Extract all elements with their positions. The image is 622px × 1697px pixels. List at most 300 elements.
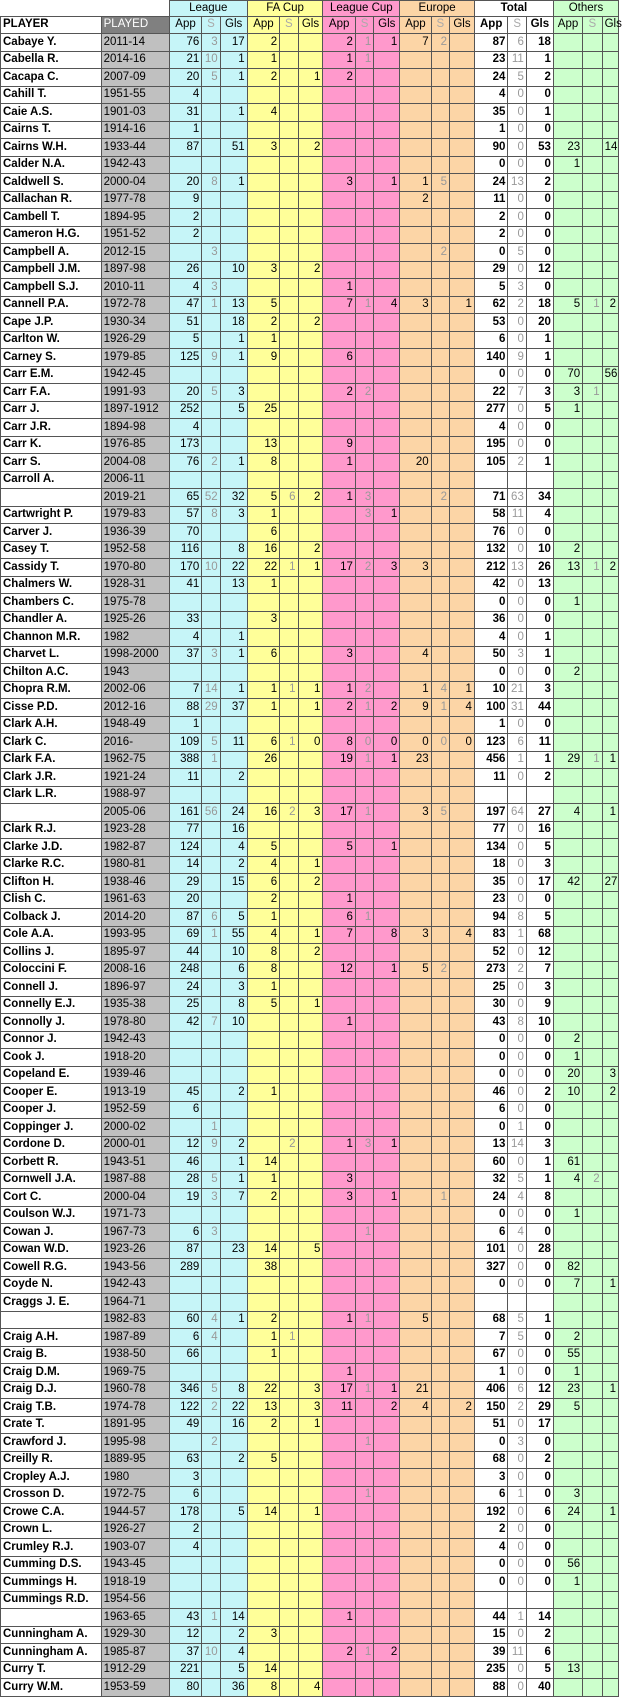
lc-goals-header: Gls: [374, 17, 400, 34]
total-subs: 21: [508, 681, 526, 699]
fa-cup-apps: 8: [247, 454, 279, 472]
others-subs: [583, 1539, 602, 1557]
others-subs: 1: [583, 751, 602, 769]
league-cup-goals: [374, 681, 400, 699]
league-cup-apps: [323, 139, 355, 157]
europe-subs: [431, 1206, 449, 1224]
fa-cup-subs: [280, 909, 298, 927]
league-cup-apps: [323, 944, 355, 962]
total-subs: 0: [508, 1539, 526, 1557]
others-goals: [602, 156, 618, 174]
table-row: [1, 839, 619, 857]
played-years: 1952-59: [101, 1101, 169, 1119]
others-goals: [602, 34, 618, 52]
table-row: [1, 1276, 619, 1294]
league-subs: [202, 839, 220, 857]
league-cup-subs: 1: [355, 1486, 373, 1504]
others-apps: [553, 1626, 582, 1644]
europe-goals: [450, 1224, 475, 1242]
league-goals: [220, 279, 247, 297]
fa-cup-apps: [247, 244, 279, 262]
others-apps: [553, 419, 582, 437]
league-apps: 31: [169, 104, 201, 122]
others-apps: [553, 734, 582, 752]
europe-apps: 20: [400, 454, 431, 472]
league-apps: 2: [169, 1521, 201, 1539]
league-subs: [202, 524, 220, 542]
table-row: [1, 261, 619, 279]
league-subs: [202, 1469, 220, 1487]
league-goals: [220, 1364, 247, 1382]
others-goals: [602, 489, 618, 507]
league-apps: 2: [169, 226, 201, 244]
total-apps: 35: [474, 874, 508, 892]
europe-apps: 1: [400, 174, 431, 192]
fa-cup-goals: [298, 296, 323, 314]
total-subs: 0: [508, 209, 526, 227]
total-apps: 15: [474, 1626, 508, 1644]
played-years: 2000-01: [101, 1136, 169, 1154]
fa-cup-apps: 1: [247, 909, 279, 927]
league-cup-goals: [374, 541, 400, 559]
played-years: 1895-97: [101, 944, 169, 962]
others-goals: [602, 1609, 618, 1627]
others-goals: [602, 996, 618, 1014]
others-subs: [583, 1451, 602, 1469]
others-apps: [553, 839, 582, 857]
league-cup-subs: [355, 331, 373, 349]
europe-apps: [400, 209, 431, 227]
played-years: 1933-44: [101, 139, 169, 157]
played-years: 1977-78: [101, 191, 169, 209]
league-cup-apps: [323, 331, 355, 349]
others-apps: [553, 1224, 582, 1242]
others-apps: 1: [553, 1049, 582, 1067]
league-apps: 178: [169, 1504, 201, 1522]
league-apps: [169, 1434, 201, 1452]
fa-cup-subs: [280, 944, 298, 962]
others-apps: [553, 821, 582, 839]
europe-apps: [400, 226, 431, 244]
total-subs: 0: [508, 1259, 526, 1277]
fa-cup-goals: 2: [298, 139, 323, 157]
league-subs: [202, 1206, 220, 1224]
total-goals: 0: [526, 156, 553, 174]
league-cup-subs: 1: [355, 1434, 373, 1452]
europe-subs: [431, 104, 449, 122]
fa-cup-apps: [247, 1591, 279, 1609]
league-cup-goals: [374, 1259, 400, 1277]
league-goals: 1: [220, 454, 247, 472]
league-apps: 66: [169, 1346, 201, 1364]
total-goals: 0: [526, 1364, 553, 1382]
europe-apps: [400, 349, 431, 367]
league-apps: 41: [169, 576, 201, 594]
europe-goals: [450, 436, 475, 454]
league-goals: 1: [220, 629, 247, 647]
others-subs: [583, 121, 602, 139]
league-apps: [169, 1066, 201, 1084]
fa-cup-apps: [247, 1294, 279, 1312]
league-cup-goals: [374, 1049, 400, 1067]
league-cup-apps: 2: [323, 69, 355, 87]
league-cup-apps: [323, 1626, 355, 1644]
player-name: Carney S.: [1, 349, 102, 367]
others-subs: [583, 996, 602, 1014]
fa-cup-goals: 2: [298, 314, 323, 332]
total-goals: 0: [526, 1031, 553, 1049]
total-goals: 0: [526, 1276, 553, 1294]
league-apps: 44: [169, 944, 201, 962]
league-cup-subs: [355, 349, 373, 367]
fa-cup-apps: [247, 471, 279, 489]
europe-goals: [450, 1486, 475, 1504]
league-cup-apps: 2: [323, 384, 355, 402]
fa-cup-apps: [247, 769, 279, 787]
europe-goals: [450, 331, 475, 349]
league-cup-apps: [323, 86, 355, 104]
fa-cup-subs: [280, 1679, 298, 1697]
fa-cup-apps: 1: [247, 506, 279, 524]
total-goals: 3: [526, 1136, 553, 1154]
league-apps: 9: [169, 191, 201, 209]
others-apps: 42: [553, 874, 582, 892]
europe-goals: [450, 664, 475, 682]
others-goals: 2: [602, 559, 618, 577]
lc-app-header: App: [323, 17, 355, 34]
player-name: Cacapa C.: [1, 69, 102, 87]
player-name: Connor J.: [1, 1031, 102, 1049]
europe-goals: [450, 1171, 475, 1189]
others-goals: [602, 1119, 618, 1137]
europe-subs: 2: [431, 34, 449, 52]
others-goals: [602, 856, 618, 874]
total-apps: 150: [474, 1399, 508, 1417]
europe-goals: [450, 716, 475, 734]
fa-cup-apps: [247, 419, 279, 437]
europe-apps: [400, 1276, 431, 1294]
played-years: 1897-1912: [101, 401, 169, 419]
europe-apps: [400, 331, 431, 349]
league-apps: 289: [169, 1259, 201, 1277]
fa-cup-subs: [280, 1591, 298, 1609]
others-apps: [553, 86, 582, 104]
europe-apps: [400, 874, 431, 892]
table-row: [1, 226, 619, 244]
total-subs: 0: [508, 541, 526, 559]
europe-goals: [450, 909, 475, 927]
europe-apps: [400, 611, 431, 629]
league-apps: 51: [169, 314, 201, 332]
league-subs: [202, 629, 220, 647]
europe-goals: [450, 1451, 475, 1469]
league-subs: [202, 1066, 220, 1084]
fa-cup-subs: [280, 576, 298, 594]
table-row: [1, 996, 619, 1014]
fa-cup-subs: [280, 1364, 298, 1382]
player-name: Craig B.: [1, 1346, 102, 1364]
table-row: [1, 349, 619, 367]
total-apps: 39: [474, 1644, 508, 1662]
total-subs: 13: [508, 174, 526, 192]
league-goals: 3: [220, 979, 247, 997]
league-apps: 57: [169, 506, 201, 524]
total-apps: [474, 786, 508, 804]
total-goals: 3: [526, 979, 553, 997]
league-goals: [220, 1486, 247, 1504]
europe-subs: [431, 1451, 449, 1469]
player-name: Craig T.B.: [1, 1399, 102, 1417]
others-apps: 55: [553, 1346, 582, 1364]
league-cup-apps: [323, 1346, 355, 1364]
fa-cup-goals: 2: [298, 541, 323, 559]
others-apps: 1: [553, 594, 582, 612]
total-apps: 35: [474, 104, 508, 122]
others-goals: [602, 1311, 618, 1329]
europe-apps: [400, 1346, 431, 1364]
played-years: 1971-73: [101, 1206, 169, 1224]
played-years: 1972-75: [101, 1486, 169, 1504]
league-goals: 3: [220, 384, 247, 402]
league-cup-goals: [374, 716, 400, 734]
league-cup-goals: [374, 786, 400, 804]
played-years: 1954-56: [101, 1591, 169, 1609]
fa-cup-apps: [247, 1609, 279, 1627]
eu-goals-header: Gls: [450, 17, 475, 34]
others-apps: 1: [553, 156, 582, 174]
league-subs: 5: [202, 384, 220, 402]
league-cup-goals: [374, 244, 400, 262]
league-subs: 1: [202, 1609, 220, 1627]
total-apps: 25: [474, 979, 508, 997]
total-subs: 0: [508, 1556, 526, 1574]
europe-goals: [450, 1381, 475, 1399]
others-subs: [583, 1066, 602, 1084]
played-years: 1991-93: [101, 384, 169, 402]
total-group-header: Total: [474, 1, 553, 17]
table-row: [1, 1591, 619, 1609]
league-cup-subs: [355, 1556, 373, 1574]
league-apps: 170: [169, 559, 201, 577]
europe-apps: [400, 856, 431, 874]
others-subs: 1: [583, 296, 602, 314]
europe-apps: [400, 1189, 431, 1207]
fa-cup-subs: [280, 86, 298, 104]
player-name: Calder N.A.: [1, 156, 102, 174]
europe-apps: 4: [400, 1399, 431, 1417]
total-apps: 140: [474, 349, 508, 367]
fa-cup-goals: [298, 156, 323, 174]
played-years: 1894-95: [101, 209, 169, 227]
league-goals: [220, 244, 247, 262]
europe-goals: [450, 1504, 475, 1522]
player-name: Clark J.R.: [1, 769, 102, 787]
league-cup-subs: [355, 471, 373, 489]
table-row: [1, 331, 619, 349]
table-row: [1, 909, 619, 927]
league-cup-subs: 3: [355, 489, 373, 507]
league-goals-header: Gls: [220, 17, 247, 34]
europe-subs: [431, 944, 449, 962]
league-cup-apps: [323, 716, 355, 734]
europe-goals: [450, 1574, 475, 1592]
europe-subs: 0: [431, 734, 449, 752]
fa-cup-goals: 1: [298, 69, 323, 87]
others-subs: [583, 331, 602, 349]
total-goals: 2: [526, 769, 553, 787]
league-cup-subs: 3: [355, 1136, 373, 1154]
europe-apps: [400, 69, 431, 87]
league-subs: 10: [202, 51, 220, 69]
fa-cup-apps: [247, 209, 279, 227]
league-cup-apps: [323, 156, 355, 174]
league-apps: 88: [169, 699, 201, 717]
league-goals: 16: [220, 821, 247, 839]
league-cup-subs: 0: [355, 734, 373, 752]
total-subs: [508, 786, 526, 804]
total-apps: 0: [474, 1206, 508, 1224]
league-cup-subs: [355, 769, 373, 787]
europe-goals: [450, 1311, 475, 1329]
played-years: 1943-51: [101, 1154, 169, 1172]
total-apps: 0: [474, 1066, 508, 1084]
total-goals: 12: [526, 944, 553, 962]
fa-cup-goals: [298, 961, 323, 979]
others-apps: [553, 1434, 582, 1452]
total-goals: 6: [526, 1644, 553, 1662]
table-row: [1, 681, 619, 699]
total-subs: 0: [508, 121, 526, 139]
others-subs: [583, 664, 602, 682]
others-apps: [553, 891, 582, 909]
player-name: Carr E.M.: [1, 366, 102, 384]
fa-cup-apps: [247, 786, 279, 804]
played-years: 2004-08: [101, 454, 169, 472]
league-apps: 76: [169, 34, 201, 52]
league-cup-subs: [355, 226, 373, 244]
league-cup-subs: [355, 1171, 373, 1189]
league-cup-subs: [355, 961, 373, 979]
total-apps: 10: [474, 681, 508, 699]
others-apps: [553, 681, 582, 699]
europe-subs: [431, 1644, 449, 1662]
played-years: 2012-16: [101, 699, 169, 717]
league-cup-subs: [355, 174, 373, 192]
league-cup-subs: 1: [355, 1644, 373, 1662]
total-goals-header: Gls: [526, 17, 553, 34]
europe-subs: [431, 1294, 449, 1312]
league-apps: 346: [169, 1381, 201, 1399]
europe-goals: [450, 961, 475, 979]
fa-cup-goals: [298, 1329, 323, 1347]
europe-apps: [400, 1574, 431, 1592]
total-subs: 5: [508, 1311, 526, 1329]
league-cup-subs: [355, 401, 373, 419]
league-subs: 9: [202, 349, 220, 367]
fa-cup-goals: [298, 1644, 323, 1662]
others-subs: 2: [583, 1171, 602, 1189]
total-subs: 0: [508, 594, 526, 612]
league-app-header: App: [169, 17, 201, 34]
table-row: [1, 69, 619, 87]
league-subs: 56: [202, 804, 220, 822]
total-subs: 5: [508, 244, 526, 262]
total-apps: 235: [474, 1661, 508, 1679]
europe-goals: 1: [450, 681, 475, 699]
league-apps: 4: [169, 629, 201, 647]
total-apps: 77: [474, 821, 508, 839]
league-apps: 87: [169, 139, 201, 157]
played-years: 1995-98: [101, 1434, 169, 1452]
played-years: 1951-52: [101, 226, 169, 244]
table-row: [1, 1119, 619, 1137]
fa-cup-apps: 13: [247, 436, 279, 454]
fa-cup-apps: [247, 716, 279, 734]
league-cup-goals: 1: [374, 34, 400, 52]
table-row: [1, 1066, 619, 1084]
others-subs: [583, 576, 602, 594]
fa-cup-apps: 1: [247, 681, 279, 699]
total-apps: 1: [474, 1364, 508, 1382]
others-subs: [583, 139, 602, 157]
europe-subs: [431, 1119, 449, 1137]
fa-cup-subs: [280, 1661, 298, 1679]
table-row: [1, 1259, 619, 1277]
fa-cup-apps: 6: [247, 524, 279, 542]
others-goals: [602, 1556, 618, 1574]
played-years: 1969-75: [101, 1364, 169, 1382]
table-row: [1, 139, 619, 157]
league-cup-subs: [355, 1241, 373, 1259]
league-apps: 80: [169, 1679, 201, 1697]
league-cup-subs: [355, 1294, 373, 1312]
league-subs: 5: [202, 734, 220, 752]
europe-apps: [400, 419, 431, 437]
europe-goals: [450, 174, 475, 192]
fa-cup-apps: 8: [247, 1679, 279, 1697]
fa-cup-goals: 2: [298, 489, 323, 507]
total-goals: 18: [526, 34, 553, 52]
league-cup-apps: [323, 996, 355, 1014]
europe-subs: [431, 541, 449, 559]
fa-cup-apps: [247, 1014, 279, 1032]
europe-goals: 0: [450, 734, 475, 752]
league-apps: 6: [169, 1224, 201, 1242]
total-subs: 0: [508, 419, 526, 437]
played-years: 1962-75: [101, 751, 169, 769]
league-goals: 1: [220, 1171, 247, 1189]
europe-subs: [431, 1154, 449, 1172]
player-name: Coyde N.: [1, 1276, 102, 1294]
league-cup-subs: [355, 1189, 373, 1207]
table-row: [1, 734, 619, 752]
fa-cup-goals: [298, 1154, 323, 1172]
league-cup-goals: [374, 1451, 400, 1469]
europe-subs: [431, 559, 449, 577]
league-apps: 5: [169, 331, 201, 349]
total-subs: 0: [508, 1066, 526, 1084]
league-cup-subs: [355, 1364, 373, 1382]
league-apps: 11: [169, 769, 201, 787]
league-goals: 14: [220, 1609, 247, 1627]
fa-cup-goals: [298, 1609, 323, 1627]
others-goals: [602, 1189, 618, 1207]
played-years: 1974-78: [101, 1399, 169, 1417]
total-subs: 5: [508, 1329, 526, 1347]
table-row: [1, 1539, 619, 1557]
europe-goals: [450, 1084, 475, 1102]
others-goals: [602, 821, 618, 839]
